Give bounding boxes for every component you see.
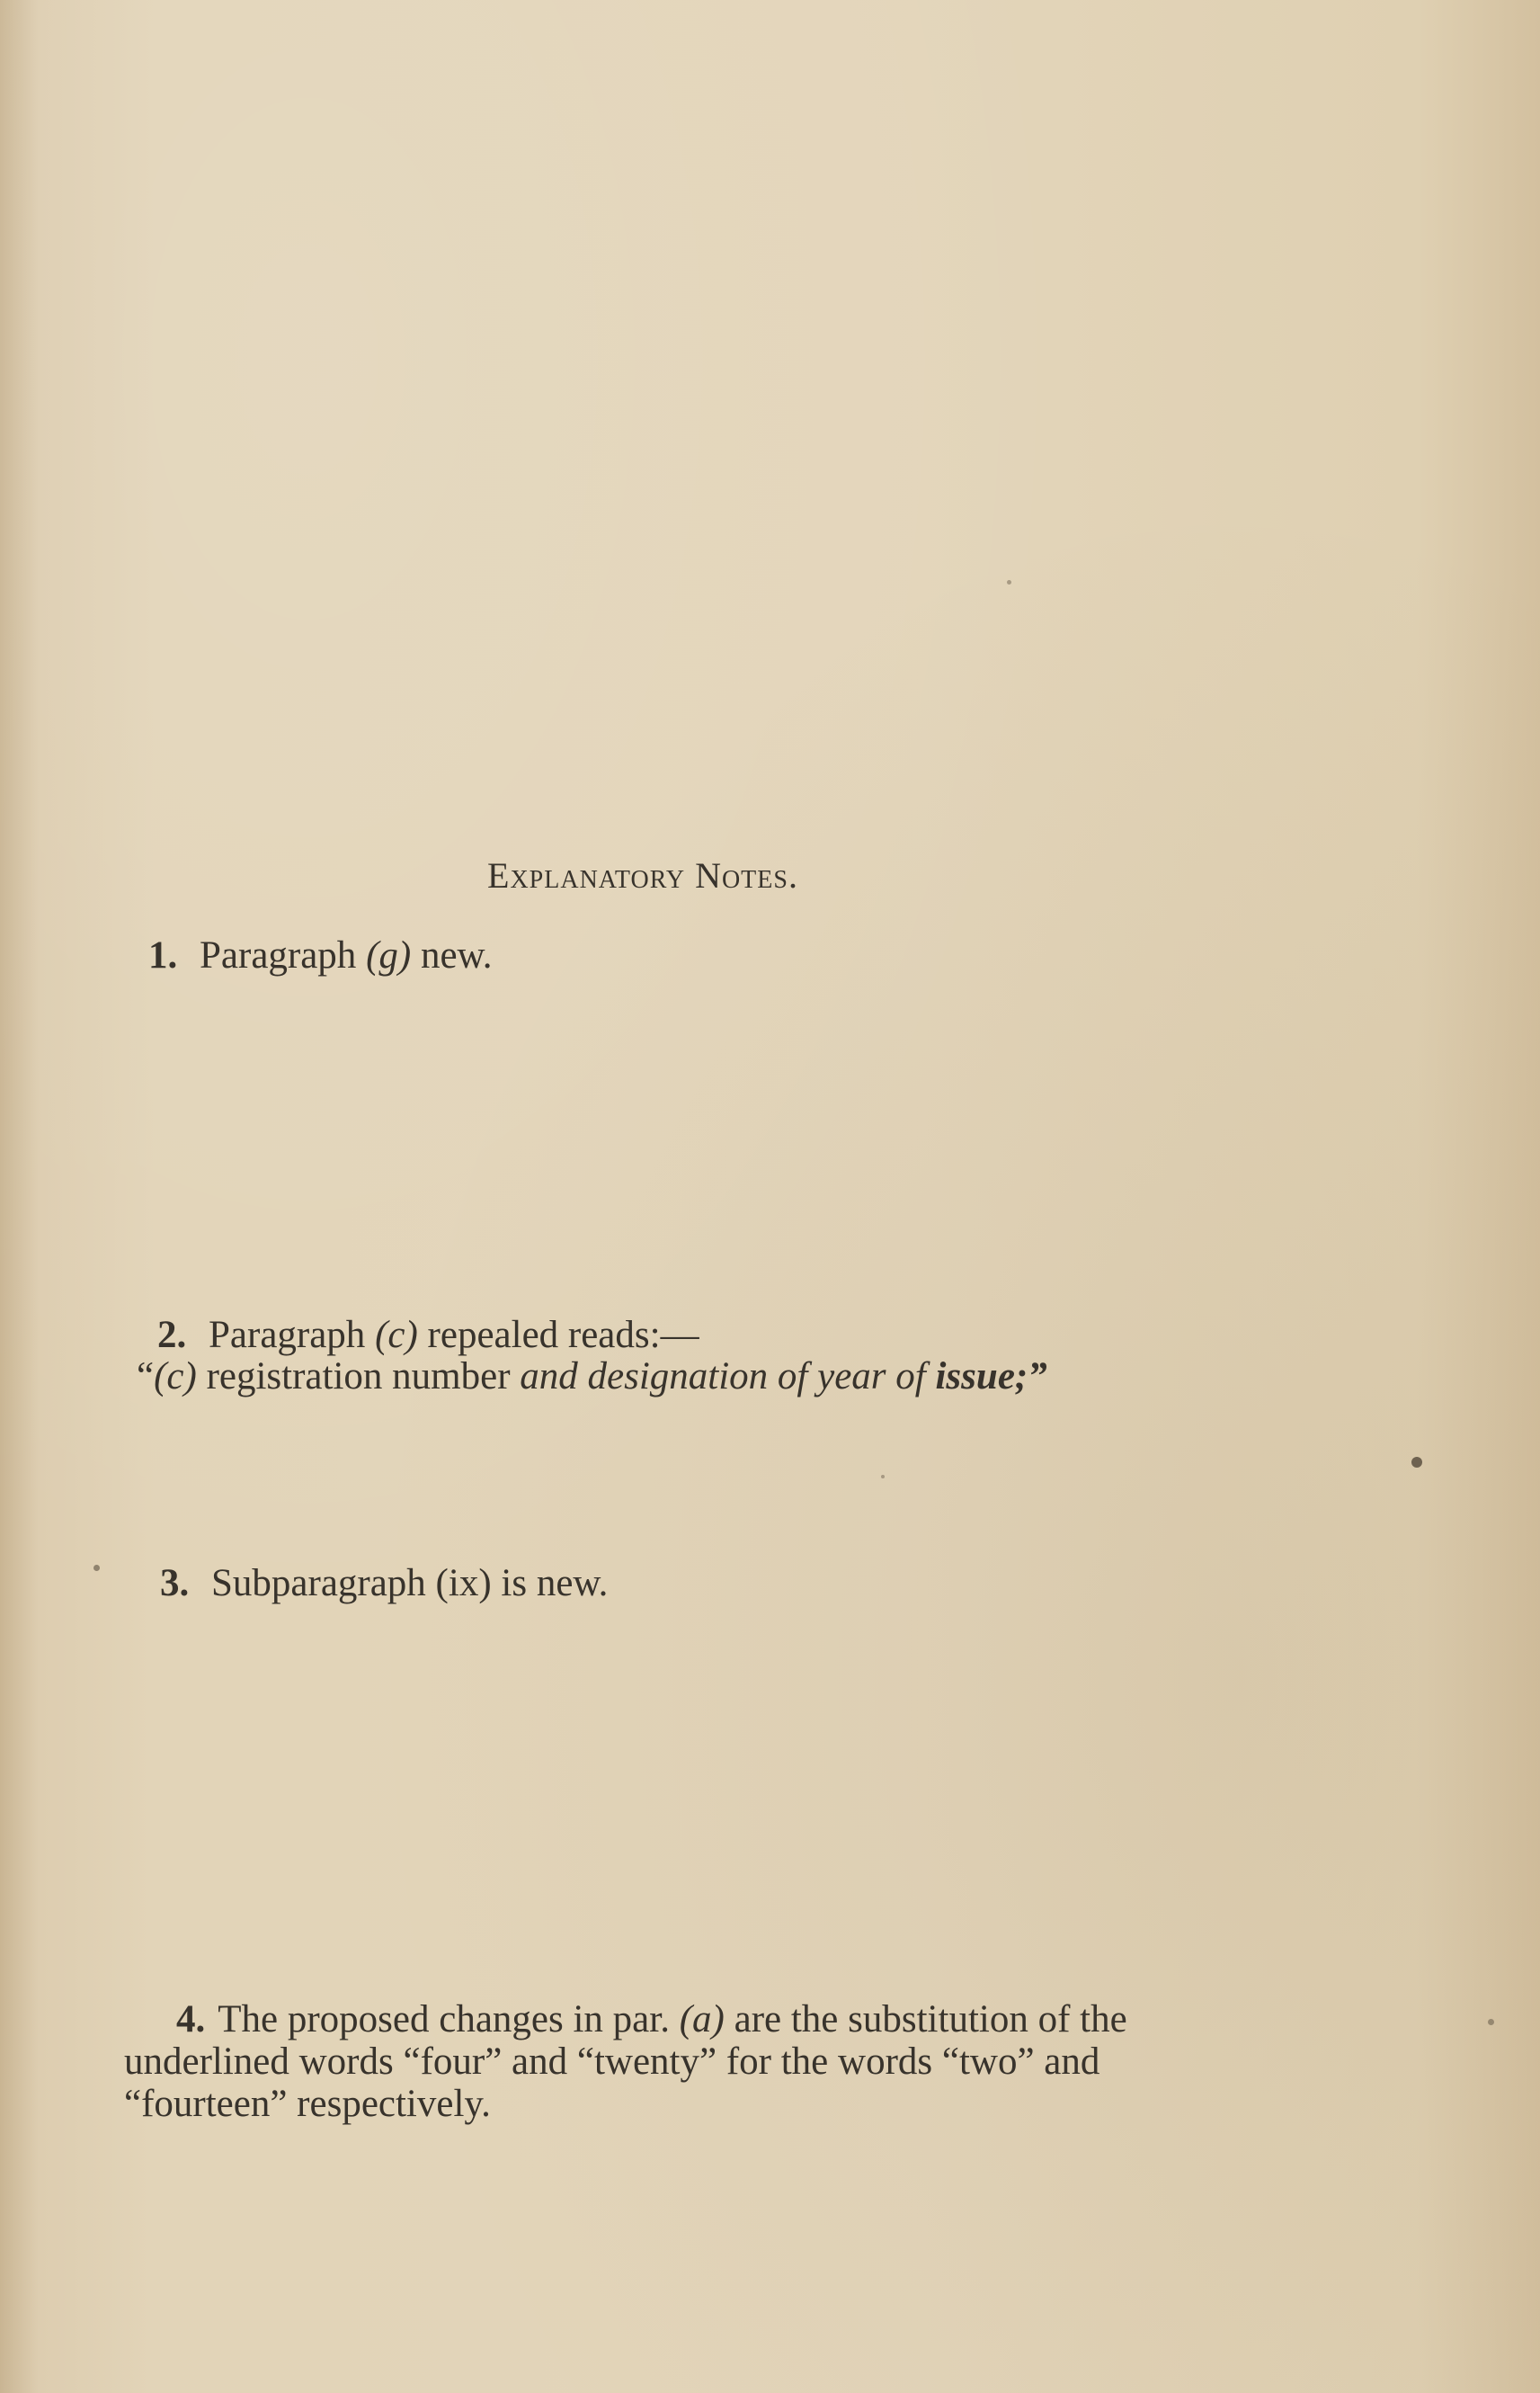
note-text: repealed reads:— bbox=[427, 1314, 699, 1356]
quote-bold-text: issue;” bbox=[935, 1355, 1047, 1397]
paper-speck bbox=[1007, 580, 1011, 585]
paper-speck bbox=[881, 1475, 885, 1478]
note-4 bbox=[124, 1998, 1203, 2125]
quote-italic-ref: (c) bbox=[154, 1355, 197, 1397]
note-text: Subparagraph (ix) is new. bbox=[211, 1562, 609, 1604]
note-italic-ref: (g) bbox=[366, 934, 412, 977]
quote-plain-text: registration number bbox=[206, 1355, 511, 1397]
paper-speck bbox=[93, 1565, 100, 1571]
note-text: Paragraph bbox=[200, 934, 357, 977]
note-text: new. bbox=[420, 934, 493, 977]
note-number: 4. bbox=[176, 1998, 206, 2040]
note-text: The proposed changes in par. bbox=[218, 1998, 670, 2040]
note-1 bbox=[148, 935, 493, 977]
note-text: are the substitution of the underlined words “four” and “twenty” for the words “two” and “fourteen” respectively. bbox=[124, 1998, 1127, 2125]
quote-italic-text: and designation of year of bbox=[520, 1355, 926, 1397]
paper-speck bbox=[1488, 2019, 1494, 2025]
note-text: Paragraph bbox=[209, 1314, 366, 1356]
note-2 bbox=[157, 1315, 699, 1356]
note-italic-ref: (a) bbox=[679, 1998, 725, 2040]
note-number: 2. bbox=[157, 1314, 187, 1356]
note-italic-ref: (c) bbox=[375, 1314, 418, 1356]
quote-open: “ bbox=[137, 1355, 155, 1397]
note-number: 1. bbox=[148, 934, 178, 977]
note-3 bbox=[160, 1563, 608, 1604]
note-2-quotation bbox=[137, 1356, 1047, 1397]
note-number: 3. bbox=[160, 1562, 190, 1604]
page-heading: Explanatory Notes. bbox=[487, 855, 798, 896]
paper-speck bbox=[1411, 1457, 1422, 1468]
